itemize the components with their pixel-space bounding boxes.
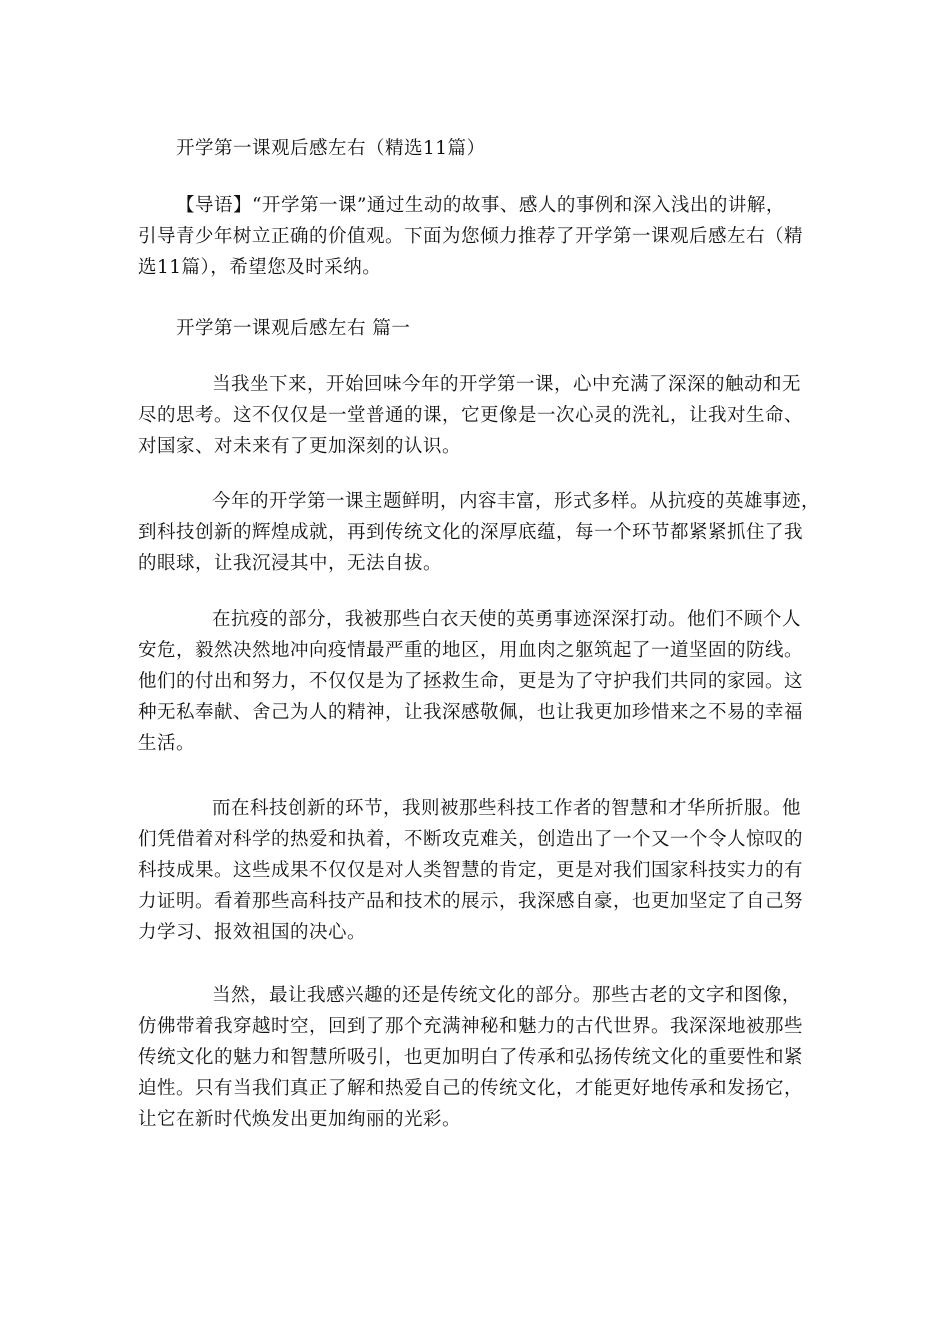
- paragraph-line: 迫性。只有当我们真正了解和热爱自己的传统文化，才能更好地传承和发扬它，: [138, 1078, 804, 1099]
- paragraph-line: 的眼球，让我沉浸其中，无法自拔。: [138, 553, 443, 574]
- paragraph-line: 科技成果。这些成果不仅仅是对人类智慧的肯定，更是对我们国家科技实力的有: [138, 860, 804, 881]
- paragraph-line: 让它在新时代焕发出更加绚丽的光彩。: [138, 1109, 462, 1130]
- paragraph-line: 安危，毅然决然地冲向疫情最严重的地区，用血肉之躯筑起了一道坚固的防线。: [138, 640, 804, 661]
- paragraph-line: 在抗疫的部分，我被那些白衣天使的英勇事迹深深打动。他们不顾个人: [212, 609, 802, 630]
- document-title: 开学第一课观后感左右（精选11篇）: [176, 138, 486, 159]
- paragraph-line: 生活。: [138, 733, 196, 754]
- paragraph-line: 当然，最让我感兴趣的还是传统文化的部分。那些古老的文字和图像，: [212, 985, 802, 1006]
- paragraph-line: 他们的付出和努力，不仅仅是为了拯救生命，更是为了守护我们共同的家园。这: [138, 671, 804, 692]
- paragraph-line: 而在科技创新的环节，我则被那些科技工作者的智慧和才华所折服。他: [212, 798, 802, 819]
- paragraph-line: 今年的开学第一课主题鲜明，内容丰富，形式多样。从抗疫的英雄事迹，: [212, 491, 821, 512]
- body-paragraph: [138, 369, 803, 462]
- paragraph-line: 种无私奉献、舍己为人的精神，让我深感敬佩，也让我更加珍惜来之不易的幸福: [138, 702, 804, 723]
- paragraph-line: 传统文化的魅力和智慧所吸引，也更加明白了传承和弘扬传统文化的重要性和紧: [138, 1047, 804, 1068]
- paragraph-line: 们凭借着对科学的热爱和执着，不断攻克难关，创造出了一个又一个令人惊叹的: [138, 829, 804, 850]
- paragraph-line: 力学习、报效祖国的决心。: [138, 922, 367, 943]
- intro-line: 选11篇），希望您及时采纳。: [138, 257, 382, 278]
- body-paragraph: [138, 793, 803, 948]
- body-paragraph: [138, 486, 820, 579]
- intro-paragraph: [138, 190, 803, 283]
- paragraph-line: 当我坐下来，开始回味今年的开学第一课，心中充满了深深的触动和无: [212, 374, 802, 395]
- paragraph-line: 尽的思考。这不仅仅是一堂普通的课，它更像是一次心灵的洗礼，让我对生命、: [138, 405, 804, 426]
- paragraph-line: 对国家、对未来有了更加深刻的认识。: [138, 436, 462, 457]
- paragraph-line: 仿佛带着我穿越时空，回到了那个充满神秘和魅力的古代世界。我深深地被那些: [138, 1016, 804, 1037]
- paragraph-line: 力证明。看着那些高科技产品和技术的展示，我深感自豪，也更加坚定了自己努: [138, 891, 804, 912]
- body-paragraph: [138, 604, 803, 759]
- intro-line: 引导青少年树立正确的价值观。下面为您倾力推荐了开学第一课观后感左右（精: [138, 226, 804, 247]
- paragraph-line: 到科技创新的辉煌成就，再到传统文化的深厚底蕴，每一个环节都紧紧抓住了我: [138, 522, 804, 543]
- body-paragraph: [138, 980, 803, 1135]
- section-title: 开学第一课观后感左右 篇一: [176, 318, 411, 339]
- intro-line: 【导语】“开学第一课”通过生动的故事、感人的事例和深入浅出的讲解，: [176, 195, 785, 216]
